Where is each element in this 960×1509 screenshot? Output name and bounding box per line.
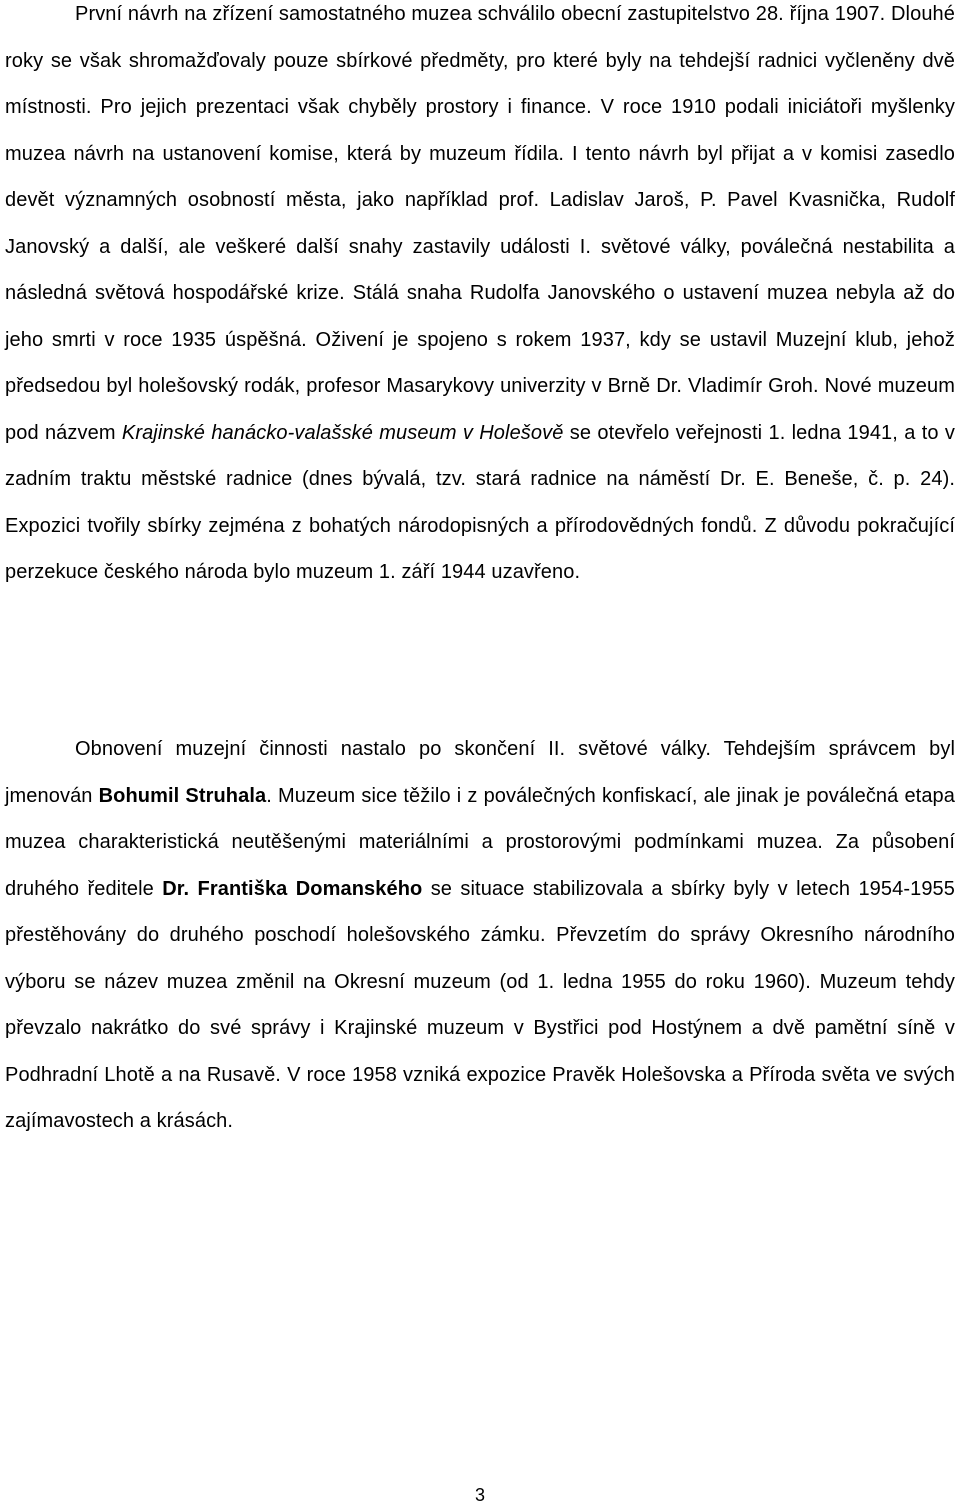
paragraph2-text-c: se situace stabilizovala a sbírky byly v letech 1954-1955 přestěhovány do druhého poschodí holešovského zámku. Převzetím do správy Okresního národního výboru se název muzea změnil na Okresní muzeum (od 1. ledna 1955 do roku 1960). Muzeum tehdy převzalo nakrátko do své správy i Krajinské muzeum v Bystřici pod Hostýnem a dvě pamětní síně v Podhradní Lhotě a na Rusavě. V roce 1958 vzniká expozice Pravěk Holešovska a Příroda světa ve svých zajímavostech a krásách. [5,877,955,1132]
page-number: 3 [474,1485,485,1505]
director-name-bold: Dr. Františka Domanského [162,877,423,900]
paragraph2-text-b: . Muzeum sice těžilo i z poválečných konfiskací, ale jinak je poválečná etapa muzea charakteristická neutěšenými materiálními a prostorovými podmínkami muzea. Za působení druhého ředitele [5,784,955,900]
paragraph1-text-b: se otevřelo veřejnosti 1. ledna 1941, a to v zadním traktu městské radnice (dnes bývalá, tzv. stará radnice na náměstí Dr. E. Beneše, č. p. 24). Expozici tvořily sbírky zejména z bohatých národopisných a přírodovědných fondů. Z důvodu pokračující perzekuce českého národa bylo muzeum 1. září 1944 uzavřeno. [5,421,955,583]
museum-name-italic: Krajinské hanácko-valašské museum v Holešově [121,421,564,444]
paragraph-museum-founding [5,0,955,596]
paragraph1-text-a: První návrh na zřízení samostatného muzea schválilo obecní zastupitelstvo 28. října 1907. Dlouhé roky se však shromažďovaly pouze sbírkové předměty, pro které byly na tehdejší radnici vyčleněny dvě místnosti. Pro jejich prezentaci však chyběly prostory i finance. V roce 1910 podali iniciátoři myšlenky muzea návrh na ustanovení komise, která by muzeum řídila. I tento návrh byl přijat a v komisi zasedlo devět významných osobností města, jako například prof. Ladislav Jaroš, P. Pavel Kvasnička, Rudolf Janovský a další, ale veškeré další snahy zastavily události I. světové války, poválečná nestabilita a následná světová hospodářské krize. Stálá snaha Rudolfa Janovského o ustavení muzea nebyla až do jeho smrti v roce 1935 úspěšná. Oživení je spojeno s rokem 1937, kdy se ustavil Muzejní klub, jehož předsedou byl holešovský rodák, profesor Masarykovy univerzity v Brně Dr. Vladimír Groh. Nové muzeum pod názvem [5,3,955,444]
paragraph2-text-a: Obnovení muzejní činnosti nastalo po skončení II. světové války. Tehdejším správcem byl jmenován [5,738,955,807]
paragraph-museum-renewal [5,726,955,1145]
administrator-name-bold: Bohumil Struhala [98,784,267,807]
